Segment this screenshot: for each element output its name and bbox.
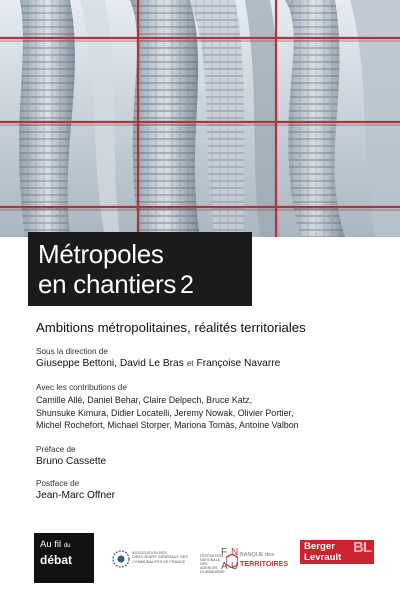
contributors-list xyxy=(36,394,336,432)
svg-text:F: F xyxy=(221,547,228,558)
aufil-text: Au fil xyxy=(40,539,62,550)
aufil-line-1 xyxy=(40,539,88,552)
contributors-line-1: Camille Allé, Daniel Behar, Claire Delpech, Bruce Katz, xyxy=(36,395,253,405)
aufil-line-2: débat xyxy=(40,553,73,567)
volume-number: 2 xyxy=(180,271,194,299)
editors xyxy=(36,358,280,369)
editor-names-2: Françoise Navarre xyxy=(196,358,281,369)
postface-author: Jean-Marc Offner xyxy=(36,490,116,501)
banque-line-1: BANQUE des xyxy=(240,552,275,558)
editors-joiner: et xyxy=(186,359,194,368)
fnau-text: FÉDÉRATION NATIONALE DES AGENCES D'URBANISME xyxy=(200,554,225,574)
bl-mark: BL xyxy=(353,539,371,556)
banque-line-2: TERRITOIRES xyxy=(240,559,289,568)
svg-text:N: N xyxy=(231,547,239,558)
editor-names-1: Giuseppe Bettoni, David Le Bras xyxy=(36,358,184,369)
cover-photo xyxy=(0,0,400,237)
adgcf-emblem-icon xyxy=(112,550,130,568)
title-line-2-text: en chantiers xyxy=(38,269,177,299)
preface-label: Préface de xyxy=(36,445,76,454)
aufil-small: du xyxy=(63,543,71,549)
adgcf-text: ASSOCIATION DES DIRECTEURS GÉNÉRAUX DES COMMUNAUTÉS DE FRANCE xyxy=(132,551,188,564)
contributors-line-2: Shunsuke Kimura, Didier Locatelli, Jeremy Nowak, Olivier Portier, xyxy=(36,407,294,418)
subtitle: Ambitions métropolitaines, réalités territoriales xyxy=(36,320,306,335)
contributors-line-3: Michel Rochefort, Michael Storper, Mariona Tomàs, Antoine Valbon xyxy=(36,420,299,431)
svg-text:A: A xyxy=(221,561,228,572)
berger-line-2: Levrault xyxy=(304,551,342,563)
svg-text:U: U xyxy=(231,561,239,572)
title-line-1: Métropoles xyxy=(38,239,164,269)
au-fil-du-debat-logo xyxy=(34,533,94,583)
direction-label: Sous la direction de xyxy=(36,347,108,356)
berger-line-1: Berger xyxy=(304,541,335,552)
contributions-label: Avec les contributions de xyxy=(36,383,127,392)
building-reflection-illustration xyxy=(0,0,400,237)
postface-label: Postface de xyxy=(36,479,80,488)
title-line-2 xyxy=(38,269,242,300)
berger-levrault-logo xyxy=(300,540,374,564)
title-banner xyxy=(28,232,252,306)
hexagon-icon xyxy=(226,554,238,568)
banque-des-territoires-logo xyxy=(226,552,298,572)
preface-author: Bruno Cassette xyxy=(36,456,107,467)
adgcf-logo xyxy=(112,548,190,572)
